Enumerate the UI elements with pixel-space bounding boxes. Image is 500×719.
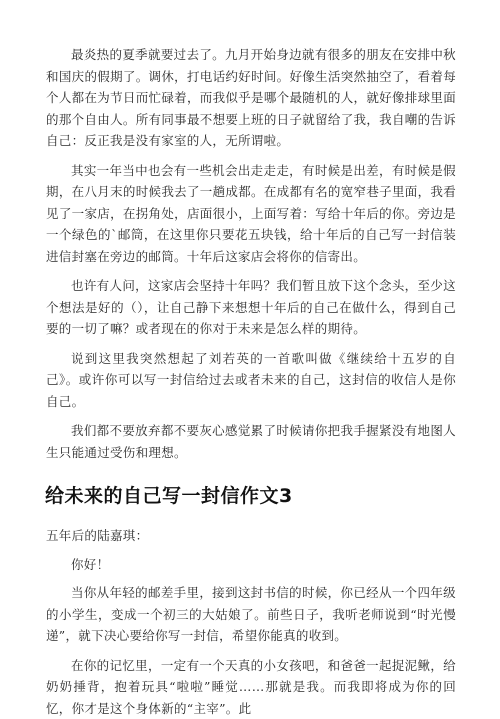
body-paragraph: 说到这里我突然想起了刘若英的一首歌叫做《继续给十五岁的自己》。或许你可以写一封信给过去或者未来的自己，这封信的收信人是你自己。 <box>46 348 456 413</box>
body-paragraph: 其实一年当中也会有一些机会出走走走，有时候是出差，有时候是假期，在八月末的时候我去了一趟成都。在成都有名的宽窄巷子里面，我看见了一家店，在拐角处，店面很小，上面写着：写给十年后的你。旁边是一个绿色的`邮筒，在这里你只要花五块钱，给十年后的自己写一封信装进信封塞在旁边的邮筒。十年后这家店会将你的信寄出。 <box>46 160 456 268</box>
body-paragraph: 最炎热的夏季就要过去了。九月开始身边就有很多的朋友在安排中秋和国庆的假期了。调休，打电话约好时间。好像生活突然抽空了，看着每个人都在为节日而忙碌着，而我似乎是哪个最随机的人，就好像排球里面的那个自由人。所有同事最不想要上班的日子就留给了我，我自嘲的告诉自己：反正我是没有家室的人，无所谓啦。 <box>46 44 456 152</box>
section-heading: 给未来的自己写一封信作文3 <box>45 483 456 509</box>
body-paragraph: 当你从年轻的邮差手里，接到这封书信的时候，你已经从一个四年级的小学生，变成一个初三的大姑娘了。前些日子，我听老师说到“时光慢递”，就下决心要给你写一封信，希望你能真的收到。 <box>46 582 456 647</box>
letter-salutation: 五年后的陆嘉琪： <box>46 525 456 547</box>
body-paragraph: 在你的记忆里，一定有一个天真的小女孩吧，和爸爸一起捉泥鳅，给奶奶捶背，抱着玩具“啦啦”睡觉……那就是我。而我即将成为你的回忆，你才是这个身体新的“主宰”。此 <box>46 655 456 719</box>
letter-greeting: 你好！ <box>46 554 456 576</box>
body-paragraph: 也许有人问，这家店会坚持十年吗？我们暂且放下这个念头，至少这个想法是好的（），让自己静下来想想十年后的自己在做什么，得到自己要的一切了嘛？或者现在的你对于未来是怎么样的期待。 <box>46 275 456 340</box>
body-paragraph: 我们都不要放弃都不要灰心感觉累了时候请你把我手握紧没有地图人生只能通过受伤和理想。 <box>46 420 456 463</box>
